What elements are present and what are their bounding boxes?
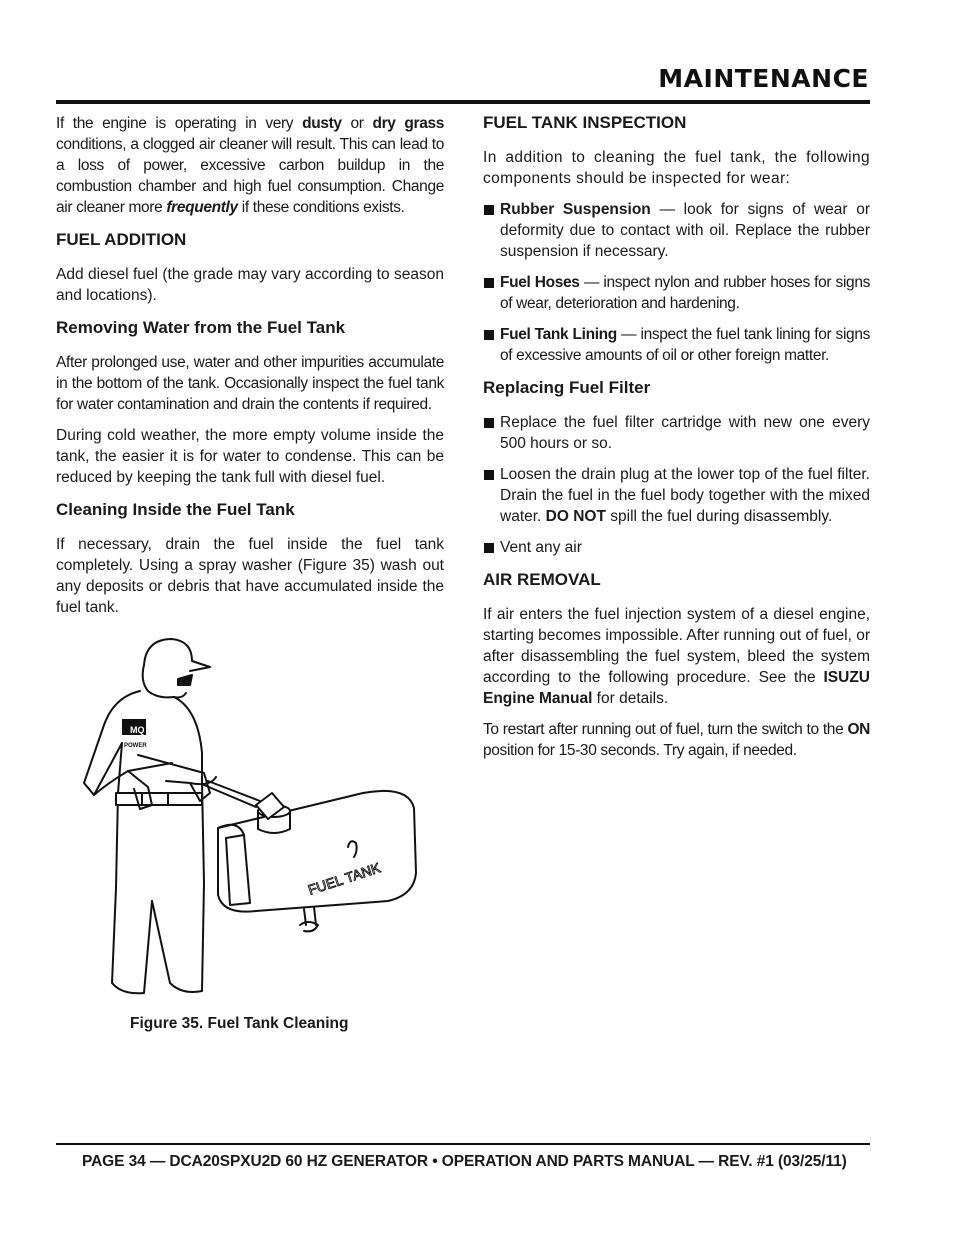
list-item: Vent any air [483, 537, 870, 558]
mq-logo-text: MQ [130, 725, 145, 735]
air-removal-paragraph-2: To restart after running out of fuel, turn the switch to the ON position for 15-30 seconds. Try again, if needed. [483, 721, 870, 759]
page-footer: PAGE 34 — DCA20SPXU2D 60 HZ GENERATOR • OPERATION AND PARTS MANUAL — REV. #1 (03/25/11) [82, 1153, 847, 1170]
air-removal-paragraph-1: If air enters the fuel injection system of a diesel engine, starting becomes impossible. After running out of fuel, or after disassembling the fuel system, bleed the system according to the following procedure. See the ISUZU Engine Manual for details. [483, 606, 870, 707]
worker-drawing [84, 639, 216, 993]
bullet-square-icon [484, 543, 494, 553]
fuel-tank-label: FUEL TANK [305, 859, 383, 898]
inspection-intro: In addition to cleaning the fuel tank, the following components should be inspected for wear: [483, 149, 870, 187]
footer-divider [56, 1143, 870, 1145]
list-item: Fuel Tank Lining — inspect the fuel tank lining for signs of excessive amounts of oil or other foreign matter. [483, 324, 870, 366]
on-emphasis: ON [847, 721, 870, 738]
frequently-emphasis: frequently [166, 199, 238, 216]
do-not-emphasis: DO NOT [545, 508, 606, 525]
list-item: Rubber Suspension — look for signs of wear or deformity due to contact with oil. Replace the rubber suspension if necessary. [483, 199, 870, 262]
list-item: Fuel Hoses — inspect nylon and rubber hoses for signs of wear, deterioration and hardening. [483, 272, 870, 314]
replacing-filter-heading: Replacing Fuel Filter [483, 378, 651, 397]
cleaning-paragraph: If necessary, drain the fuel inside the fuel tank completely. Using a spray washer (Figure 35) wash out any deposits or debris that have accumulated inside the fuel tank. [56, 536, 444, 616]
bullet-square-icon [484, 278, 494, 288]
mq-logo-subtext: POWER [124, 743, 147, 749]
dry-grass-emphasis: dry grass [372, 115, 445, 132]
fuel-tank-inspection-heading: FUEL TANK INSPECTION [483, 113, 687, 132]
left-column [56, 113, 444, 628]
bullet-square-icon [484, 330, 494, 340]
bullet-square-icon [484, 470, 494, 480]
fuel-tank-drawing [218, 791, 416, 931]
fuel-addition-heading: FUEL ADDITION [56, 230, 187, 249]
list-item: Loosen the drain plug at the lower top of the fuel filter. Drain the fuel in the fuel body together with the mixed water. DO NOT spill the fuel during disassembly. [483, 464, 870, 527]
spray-nozzle-drawing [204, 781, 284, 819]
dusty-emphasis: dusty [302, 115, 342, 132]
figure-caption: Figure 35. Fuel Tank Cleaning [130, 1015, 349, 1032]
right-column [483, 113, 870, 771]
isuzu-manual-emphasis: ISUZU Engine Manual [483, 669, 870, 707]
bullet-square-icon [484, 205, 494, 215]
fuel-addition-text: Add diesel fuel (the grade may vary according to season and locations). [56, 266, 444, 304]
page-title: MAINTENANCE [658, 64, 869, 93]
list-item: Replace the fuel filter cartridge with new one every 500 hours or so. [483, 412, 870, 454]
bullet-square-icon [484, 418, 494, 428]
intro-paragraph: If the engine is operating in very dusty or dry grass conditions, a clogged air cleaner will result. This can lead to a loss of power, excessive carbon buildup in the combustion chamber and high fuel consumption. Change air cleaner more frequently if these conditions exists. [56, 115, 445, 216]
fuel-tank-cleaning-illustration [78, 633, 428, 1003]
removing-water-heading: Removing Water from the Fuel Tank [56, 318, 346, 337]
cleaning-heading: Cleaning Inside the Fuel Tank [56, 500, 295, 519]
air-removal-heading: AIR REMOVAL [483, 570, 601, 589]
removing-water-paragraph-1: After prolonged use, water and other impurities accumulate in the bottom of the tank. Occasionally inspect the fuel tank for water contamination and drain the contents if required. [56, 354, 444, 413]
header-divider [56, 100, 870, 104]
removing-water-paragraph-2: During cold weather, the more empty volume inside the tank, the easier it is for water to condense. This can be reduced by keeping the tank full with diesel fuel. [56, 427, 444, 486]
